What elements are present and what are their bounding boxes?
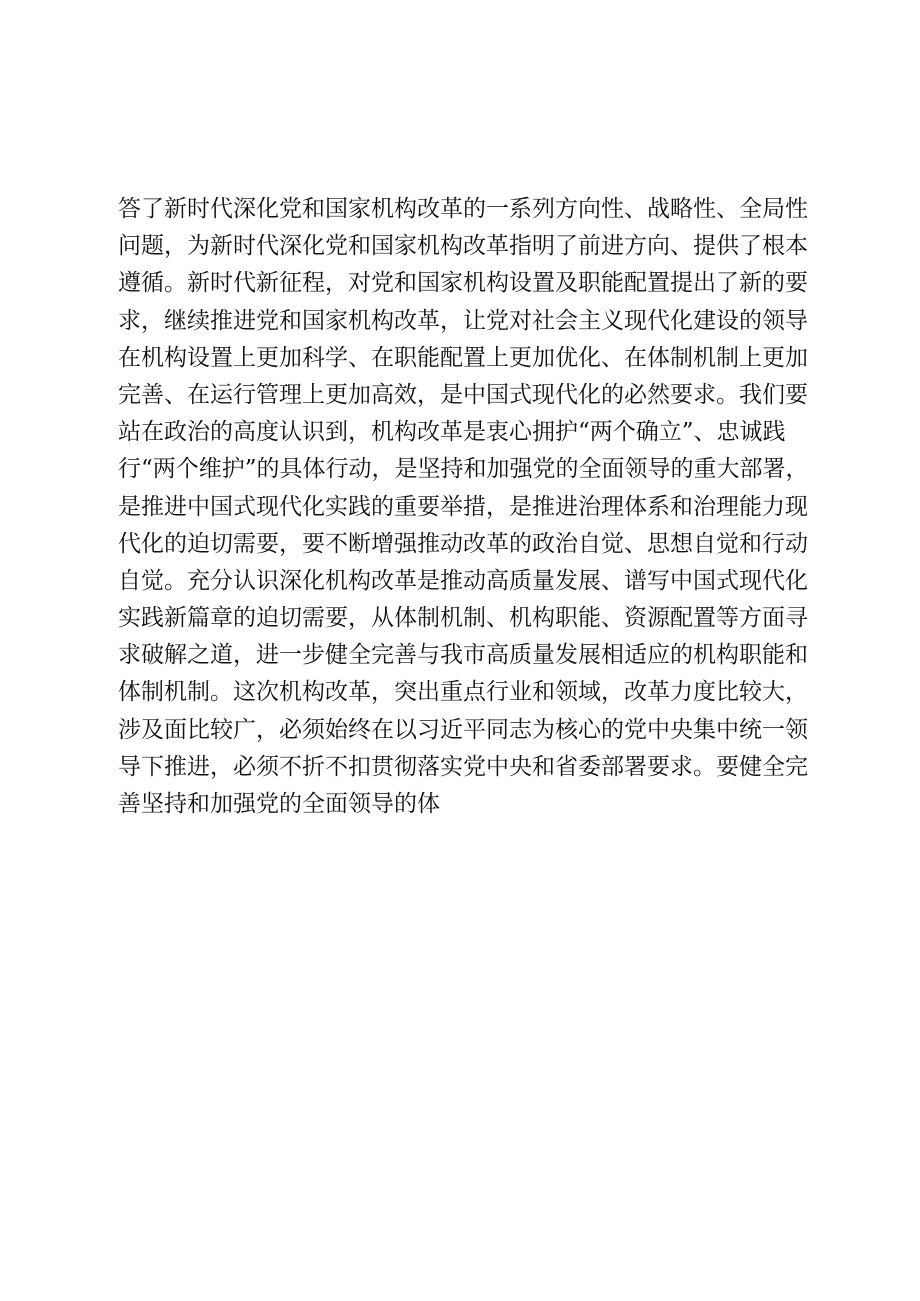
body-paragraph [118, 191, 818, 823]
text-line: 在机构设置上更加科学、在职能配置上更加优化、在体制机制上更加 [118, 344, 808, 371]
text-line: 答了新时代深化党和国家机构改革的一系列方向性、战略性、全局性 [118, 196, 808, 222]
text-line: 体制机制。这次机构改革，突出重点行业和领域，改革力度比较大， [118, 679, 808, 706]
text-line: 行“两个维护”的具体行动，是坚持和加强党的全面领导的重大部署， [118, 456, 809, 483]
text-line: 完善、在运行管理上更加高效，是中国式现代化的必然要求。我们要 [118, 381, 808, 408]
text-line: 实践新篇章的迫切需要，从体制机制、机构职能、资源配置等方面寻 [118, 605, 808, 632]
text-line: 求，继续推进党和国家机构改革，让党对社会主义现代化建设的领导 [118, 307, 808, 334]
text-line: 善坚持和加强党的全面领导的体 [118, 791, 440, 817]
text-line: 导下推进，必须不折不扣贯彻落实党中央和省委部署要求。要健全完 [118, 753, 808, 780]
text-line: 遵循。新时代新征程，对党和国家机构设置及职能配置提出了新的要 [118, 270, 808, 297]
text-line: 求破解之道，进一步健全完善与我市高质量发展相适应的机构职能和 [118, 642, 808, 669]
text-line: 自觉。充分认识深化机构改革是推动高质量发展、谱写中国式现代化 [118, 567, 808, 594]
text-line: 问题，为新时代深化党和国家机构改革指明了前进方向、提供了根本 [118, 233, 808, 260]
text-line: 涉及面比较广，必须始终在以习近平同志为核心的党中央集中统一领 [118, 716, 808, 743]
text-line: 是推进中国式现代化实践的重要举措，是推进治理体系和治理能力现 [118, 493, 808, 520]
text-line: 代化的迫切需要，要不断增强推动改革的政治自觉、思想自觉和行动 [118, 530, 808, 557]
text-line: 站在政治的高度认识到，机构改革是衷心拥护“两个确立”、忠诚践 [118, 419, 786, 446]
